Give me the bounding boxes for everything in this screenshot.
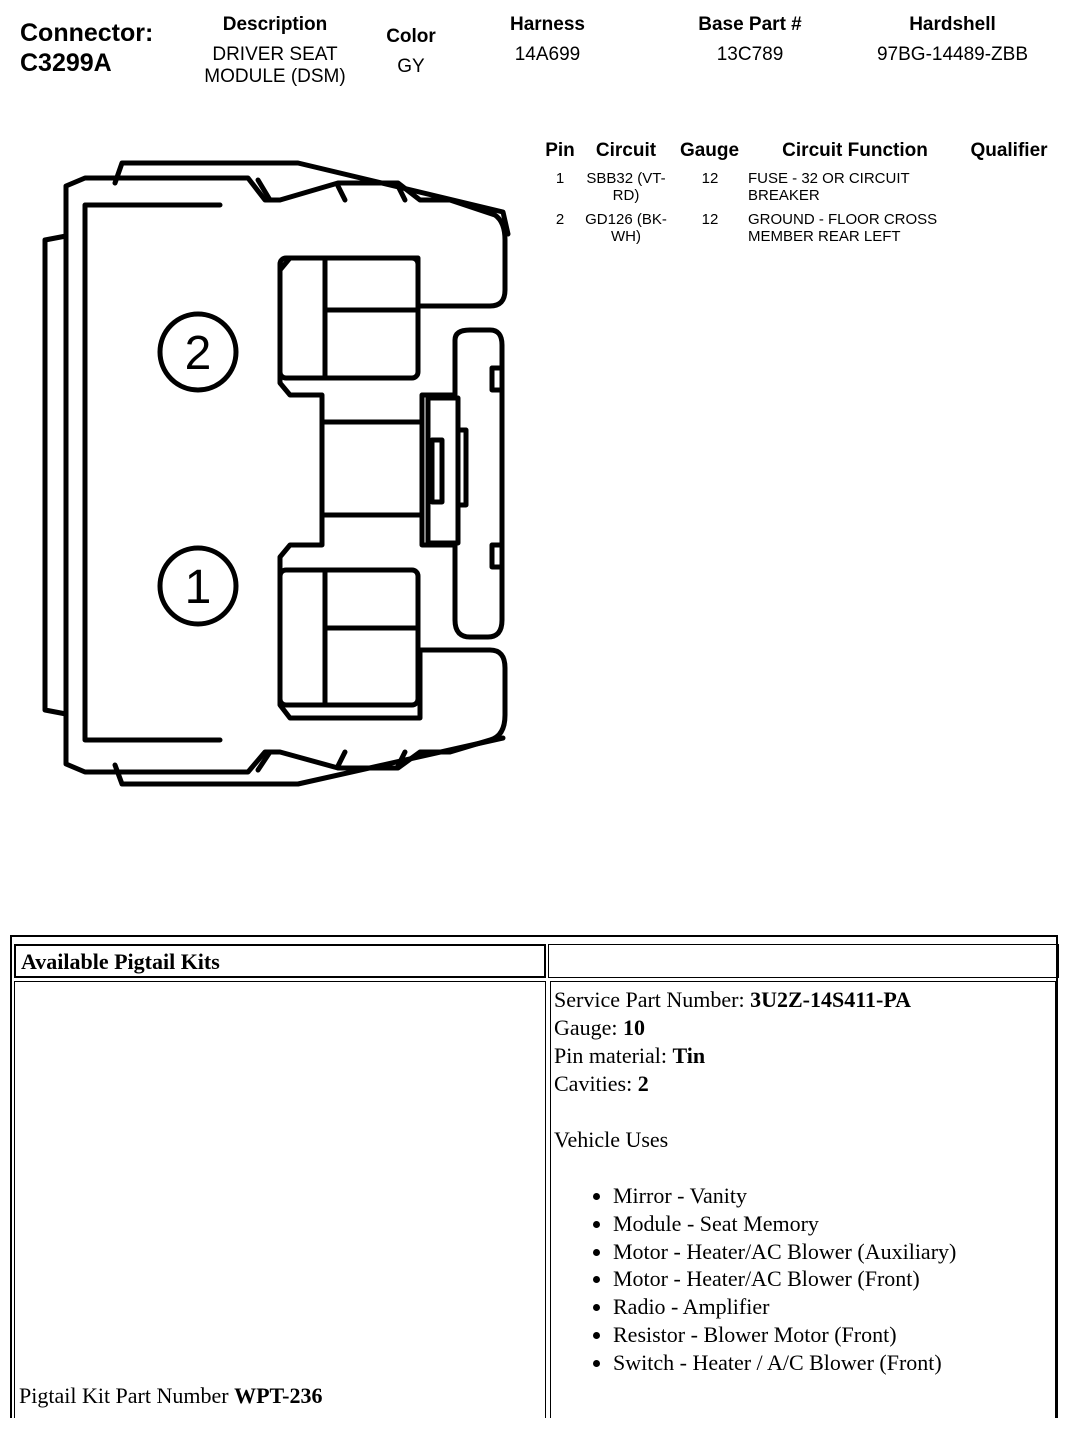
connector-id: C3299A [20,49,112,77]
service-value: 3U2Z-14S411-PA [750,987,912,1012]
list-item: • Module - Seat Memory [613,1210,956,1238]
table-row-1-circuit [580,170,672,204]
pin-material-spec [554,1042,911,1070]
connector-face-diagram [0,0,540,800]
cavities-label: Cavities: [554,1071,638,1096]
pigtail-specs [554,986,911,1154]
table-row-1-gauge: 12 [701,170,719,187]
table-row-2-gauge: 12 [701,211,719,228]
list-item: • Motor - Heater/AC Blower (Front) [613,1265,956,1293]
pigtail-title-cell [14,944,546,978]
service-part-number [554,986,911,1014]
harness-value: 14A699 [514,44,581,65]
kit-value: WPT-236 [234,1383,323,1408]
cavities-value: 2 [637,1071,649,1096]
circuit-line: SBB32 (VT- [586,170,666,187]
list-item: • Radio - Amplifier [613,1293,956,1321]
function-header: Circuit Function [782,140,928,161]
gauge-spec [554,1014,911,1042]
hardshell-value: 97BG-14489-ZBB [876,44,1029,65]
pin-header: Pin [545,140,575,161]
base-part-label: Base Part # [698,14,802,35]
circuit-line: GD126 (BK- [585,211,667,228]
circuit-header: Circuit [595,140,657,161]
housing-outline [66,178,505,772]
table-row-2-circuit [580,211,672,245]
pin-1-number: 1 [184,561,212,614]
hardshell-label: Hardshell [909,14,996,35]
bottom-terminal-cavity [280,570,418,705]
list-item: • Resistor - Blower Motor (Front) [613,1321,956,1349]
function-line: MEMBER REAR LEFT [748,228,901,245]
left-side-bump [45,236,66,714]
service-label: Service Part Number: [554,987,751,1012]
base-part-value: 13C789 [716,44,784,65]
pigtail-kit-part-number [19,1382,323,1410]
table-row-2-function [748,211,958,245]
table-row-2-pin: 2 [555,211,565,228]
pigtail-header-right-cell [548,944,1059,978]
pin-2-number: 2 [184,327,212,380]
function-line: FUSE - 32 OR CIRCUIT [748,170,910,187]
color-value: GY [397,56,425,77]
kit-label: Pigtail Kit Part Number [19,1383,235,1408]
description-label: Description [222,14,328,35]
center-key-block [322,422,422,515]
vehicle-uses-list [551,1182,956,1377]
list-item: • Switch - Heater / A/C Blower (Front) [613,1349,956,1377]
table-row-1-pin: 1 [555,170,565,187]
gauge-label: Gauge: [554,1015,624,1040]
pin-material-value: Tin [672,1043,706,1068]
circuit-line: RD) [612,187,640,204]
cavities-spec [554,1070,911,1098]
table-row-1-function [748,170,958,204]
harness-label: Harness [510,14,585,35]
connector-label: Connector: [20,19,154,47]
gauge-header: Gauge [679,140,740,161]
function-line: BREAKER [748,187,820,204]
function-line: GROUND - FLOOR CROSS [748,211,938,228]
pigtail-title: Available Pigtail Kits [21,949,220,974]
qualifier-header: Qualifier [970,140,1048,161]
list-item: • Motor - Heater/AC Blower (Auxiliary) [613,1238,956,1266]
list-item: • Mirror - Vanity [613,1182,956,1210]
description-line-2: MODULE (DSM) [204,66,346,87]
circuit-line: WH) [611,228,641,245]
pin-material-label: Pin material: [554,1043,673,1068]
gauge-value: 10 [623,1015,646,1040]
pigtail-image-cell [14,981,546,1418]
pigtail-spec-cell [550,981,1056,1418]
inner-frame [85,205,220,740]
top-terminal-cavity [280,258,418,378]
description-line-1: DRIVER SEAT [212,44,338,65]
color-label: Color [386,26,436,47]
vehicle-uses-label: Vehicle Uses [554,1127,669,1152]
